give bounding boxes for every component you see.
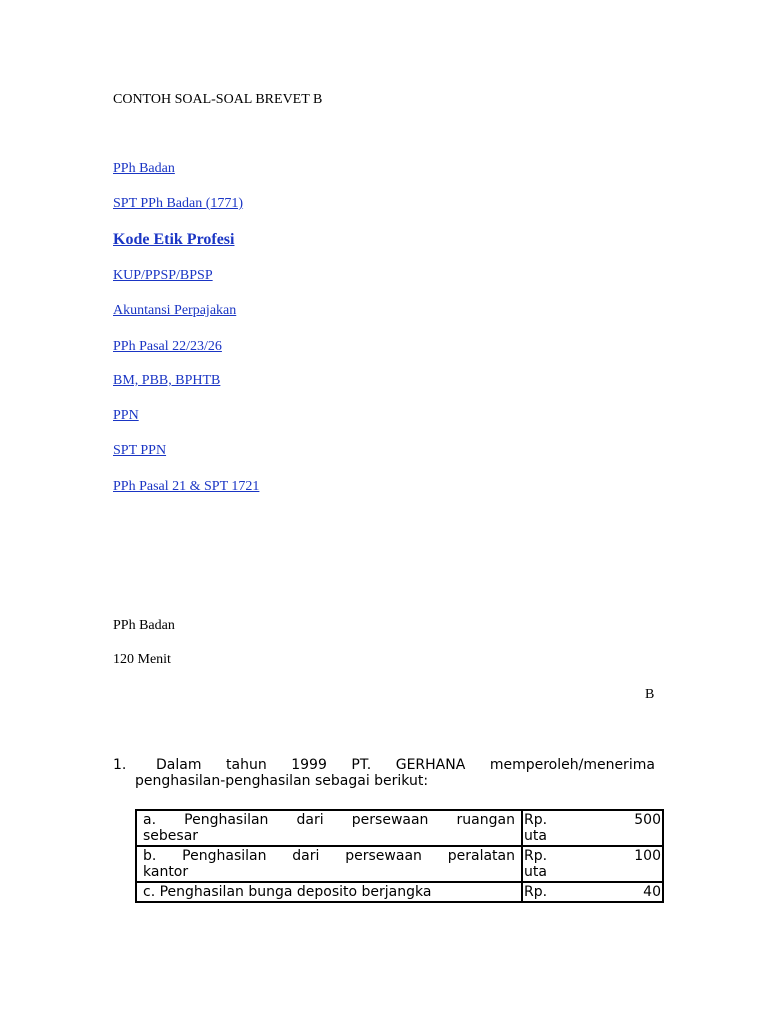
table-row	[136, 882, 663, 902]
description-line	[143, 812, 515, 828]
description-line-2: kantor	[143, 864, 189, 880]
income-amount	[522, 846, 663, 882]
question-word: memperoleh/menerima	[489, 757, 655, 773]
description-word: dari	[292, 848, 320, 864]
question-word: 1999	[291, 757, 327, 773]
question-word: tahun	[226, 757, 267, 773]
amount-value: 500	[634, 812, 661, 828]
link-pph-pasal-22-23-26[interactable]: PPh Pasal 22/23/26	[113, 339, 222, 354]
income-amount	[522, 882, 663, 902]
description-word: persewaan	[345, 848, 422, 864]
question-line-2: penghasilan-penghasilan sebagai berikut:	[135, 773, 429, 789]
amount-value: 40	[643, 884, 661, 900]
description-line-2: sebesar	[143, 828, 199, 844]
question-line-1	[156, 757, 655, 773]
question-word: GERHANA	[395, 757, 466, 773]
income-description	[136, 846, 522, 882]
description-line	[143, 848, 515, 864]
currency-label: Rp.	[524, 848, 548, 864]
link-pph-pasal-21-spt-1721[interactable]: PPh Pasal 21 & SPT 1721	[113, 479, 260, 494]
section-title: PPh Badan	[113, 618, 175, 633]
income-amount	[522, 810, 663, 846]
description-line: c. Penghasilan bunga deposito berjangka	[143, 884, 432, 900]
link-kode-etik-profesi[interactable]: Kode Etik Profesi	[113, 231, 235, 248]
income-table	[135, 809, 664, 903]
description-word: Penghasilan	[182, 848, 267, 864]
description-word: dari	[296, 812, 324, 828]
link-ppn[interactable]: PPN	[113, 408, 139, 423]
amount-line	[524, 848, 661, 864]
amount-unit: uta	[524, 864, 547, 880]
table-row	[136, 846, 663, 882]
description-word: a.	[143, 812, 157, 828]
description-word: b.	[143, 848, 157, 864]
link-spt-pph-badan[interactable]: SPT PPh Badan (1771)	[113, 196, 244, 211]
document-heading: CONTOH SOAL-SOAL BREVET B	[113, 92, 323, 107]
link-pph-badan[interactable]: PPh Badan	[113, 161, 175, 176]
currency-label: Rp.	[524, 884, 548, 900]
question-number: 1.	[113, 757, 127, 773]
link-akuntansi-perpajakan[interactable]: Akuntansi Perpajakan	[113, 303, 237, 318]
description-word: persewaan	[351, 812, 429, 828]
amount-value: 100	[634, 848, 661, 864]
table-row	[136, 810, 663, 846]
link-spt-ppn[interactable]: SPT PPN	[113, 443, 167, 458]
exam-level: B	[645, 687, 655, 702]
description-word: Penghasilan	[184, 812, 269, 828]
amount-unit: uta	[524, 828, 547, 844]
question-word: PT.	[351, 757, 372, 773]
link-kup-ppsp-bpsp[interactable]: KUP/PPSP/BPSP	[113, 268, 213, 283]
description-word: peralatan	[447, 848, 515, 864]
income-description	[136, 882, 522, 902]
link-bm-pbb-bphtb[interactable]: BM, PBB, BPHTB	[113, 373, 221, 388]
description-word: ruangan	[456, 812, 515, 828]
income-description	[136, 810, 522, 846]
amount-line	[524, 812, 661, 828]
question-word: Dalam	[156, 757, 202, 773]
exam-duration: 120 Menit	[113, 652, 171, 667]
currency-label: Rp.	[524, 812, 548, 828]
amount-line	[524, 884, 661, 900]
